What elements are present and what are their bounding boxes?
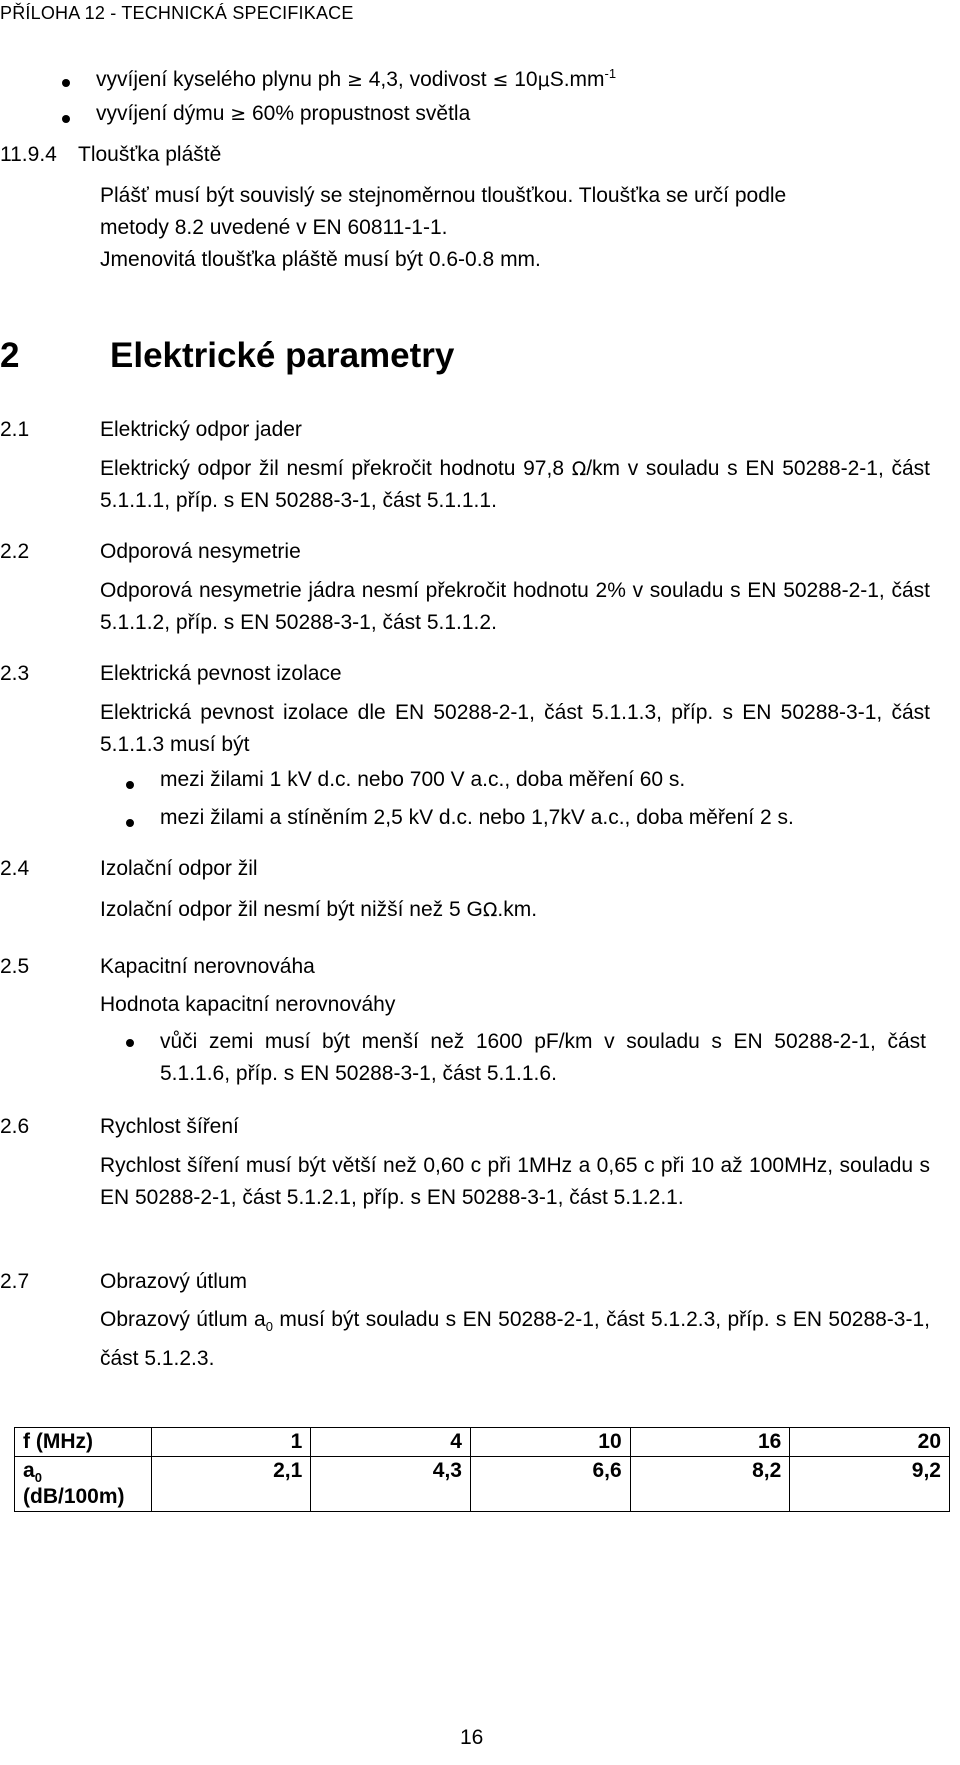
section-body: Hodnota kapacitní nerovnováhy: [100, 993, 396, 1016]
table-cell: f (MHz): [15, 1428, 152, 1457]
section-number: 2.7: [0, 1270, 30, 1293]
table-row: [15, 1457, 950, 1512]
section-title: Rychlost šíření: [100, 1115, 239, 1138]
section-number: 2.6: [0, 1115, 30, 1138]
section-number: 2.2: [0, 540, 30, 563]
section-number: 2.4: [0, 857, 30, 880]
list-item: mezi žilami 1 kV d.c. nebo 700 V a.c., doba měření 60 s.: [126, 768, 685, 792]
bullet-icon: [62, 115, 70, 123]
subsection-number: 11.9.4: [0, 143, 57, 166]
subsection-text: metody 8.2 uvedené v EN 60811-1-1.: [100, 216, 448, 239]
section-title: Elektrický odpor jader: [100, 418, 302, 441]
section-title: Obrazový útlum: [100, 1270, 248, 1293]
section-body: Elektrický odpor žil nesmí překročit hodnotu 97,8 Ω/km v souladu s EN 50288-2-1, část 5.1.1.1, příp. s EN 50288-3-1, část 5.1.1.1.: [100, 457, 930, 512]
subsection-text: Plášť musí být souvislý se stejnoměrnou tloušťkou. Tloušťka se určí podle: [100, 184, 787, 207]
section-body: Izolační odpor žil nesmí být nižší než 5 GΩ.km.: [100, 898, 538, 921]
chapter-heading: 2 Elektrické parametry: [0, 336, 455, 375]
section-title: Elektrická pevnost izolace: [100, 662, 342, 685]
table-cell: 20: [790, 1428, 950, 1457]
section-number: 2.3: [0, 662, 30, 685]
table-row: [15, 1428, 950, 1457]
bullet-icon: [62, 79, 70, 87]
section-number: 2.1: [0, 418, 30, 441]
table-cell: 10: [470, 1428, 630, 1457]
section-title: Izolační odpor žil: [100, 857, 258, 880]
page-header: PŘÍLOHA 12 - TECHNICKÁ SPECIFIKACE: [0, 3, 354, 23]
table-cell: 8,2: [630, 1457, 790, 1512]
subsection-title: Tloušťka pláště: [78, 143, 222, 166]
table-cell: $a_0$ (dB/100m): [15, 1457, 152, 1512]
table-cell: 4,3: [311, 1457, 471, 1512]
bullet-icon: [126, 819, 134, 827]
bullet-icon: [126, 1039, 134, 1047]
subsection-text: Jmenovitá tloušťka pláště musí být 0.6-0.8 mm.: [100, 248, 541, 271]
list-item: mezi žilami a stíněním 2,5 kV d.c. nebo 1,7kV a.c., doba měření 2 s.: [126, 806, 794, 830]
table-cell: 6,6: [470, 1457, 630, 1512]
table-cell: 1: [151, 1428, 311, 1457]
list-item: vyvíjení kyselého plynu ph ≥ 4,3, vodivost ≤ $10\mu S.mm^{-1}$: [62, 66, 616, 92]
section-body: Rychlost šíření musí být větší než 0,60 c při 1MHz a 0,65 c při 10 až 100MHz, souladu s EN 50288-2-1, část 5.1.2.1, příp. s EN 50288-3-1, část 5.1.2.1.: [100, 1154, 930, 1209]
bullet-icon: [126, 781, 134, 789]
attenuation-table: [14, 1427, 950, 1512]
section-number: 2.5: [0, 955, 30, 978]
section-title: Odporová nesymetrie: [100, 540, 301, 563]
section-title: Kapacitní nerovnováha: [100, 955, 315, 978]
table-cell: 4: [311, 1428, 471, 1457]
table-cell: 9,2: [790, 1457, 950, 1512]
section-body: Obrazový útlum $a_0$ musí být souladu s EN 50288-2-1, část 5.1.2.3, příp. s EN 50288-3-1, část 5.1.2.3.: [100, 1308, 930, 1371]
section-body: Odporová nesymetrie jádra nesmí překročit hodnotu 2% v souladu s EN 50288-2-1, část 5.1.1.2, příp. s EN 50288-3-1, část 5.1.1.2.: [100, 579, 930, 634]
list-item: vůči zemi musí být menší než 1600 pF/km v souladu s EN 50288-2-1, část 5.1.1.6, příp. s EN 50288-3-1, část 5.1.1.6.: [126, 1026, 926, 1090]
page-number: 16: [460, 1726, 484, 1749]
table-cell: 16: [630, 1428, 790, 1457]
list-item: vyvíjení dýmu ≥ 60% propustnost světla: [62, 102, 470, 126]
table-cell: 2,1: [151, 1457, 311, 1512]
section-body: Elektrická pevnost izolace dle EN 50288-2-1, část 5.1.1.3, příp. s EN 50288-3-1, část 5.1.1.3 musí být: [100, 701, 930, 756]
